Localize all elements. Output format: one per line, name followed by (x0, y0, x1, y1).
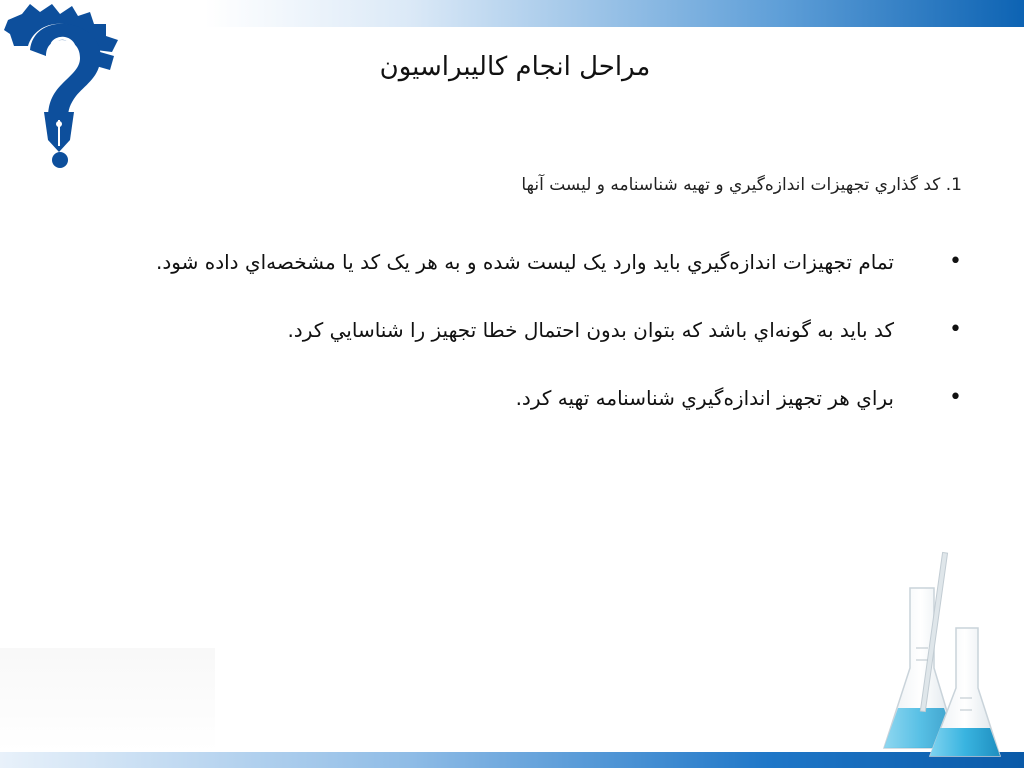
bullet-list (82, 228, 962, 432)
list-item (82, 296, 962, 364)
bullet-icon: • (949, 249, 962, 274)
list-item (82, 228, 962, 296)
bottom-left-fade (0, 648, 215, 752)
section-subheading: 1. کد گذاري تجهيزات اندازه‌گيري و تهيه شناسنامه و ليست آنها (521, 175, 962, 195)
lab-flasks-icon (872, 548, 1007, 768)
top-decorative-bar (205, 0, 1024, 27)
bullet-icon: • (949, 385, 962, 410)
slide-title: مراحل انجام کاليبراسيون (379, 52, 651, 82)
question-mark-gear-logo-icon (0, 0, 130, 170)
bullet-text: کد بايد به گونه‌اي باشد که بتوان بدون احتمال خطا تجهيز را شناسايي کرد. (287, 318, 894, 342)
bullet-text: براي هر تجهيز اندازه‌گيري شناسنامه تهيه کرد. (515, 386, 894, 410)
list-item (82, 364, 962, 432)
bullet-icon: • (949, 317, 962, 342)
bottom-decorative-bar (0, 752, 1024, 768)
bullet-text: تمام تجهيزات اندازه‌گيري بايد وارد يک ليست شده و به هر يک کد يا مشخصه‌اي داده شود. (156, 250, 894, 274)
